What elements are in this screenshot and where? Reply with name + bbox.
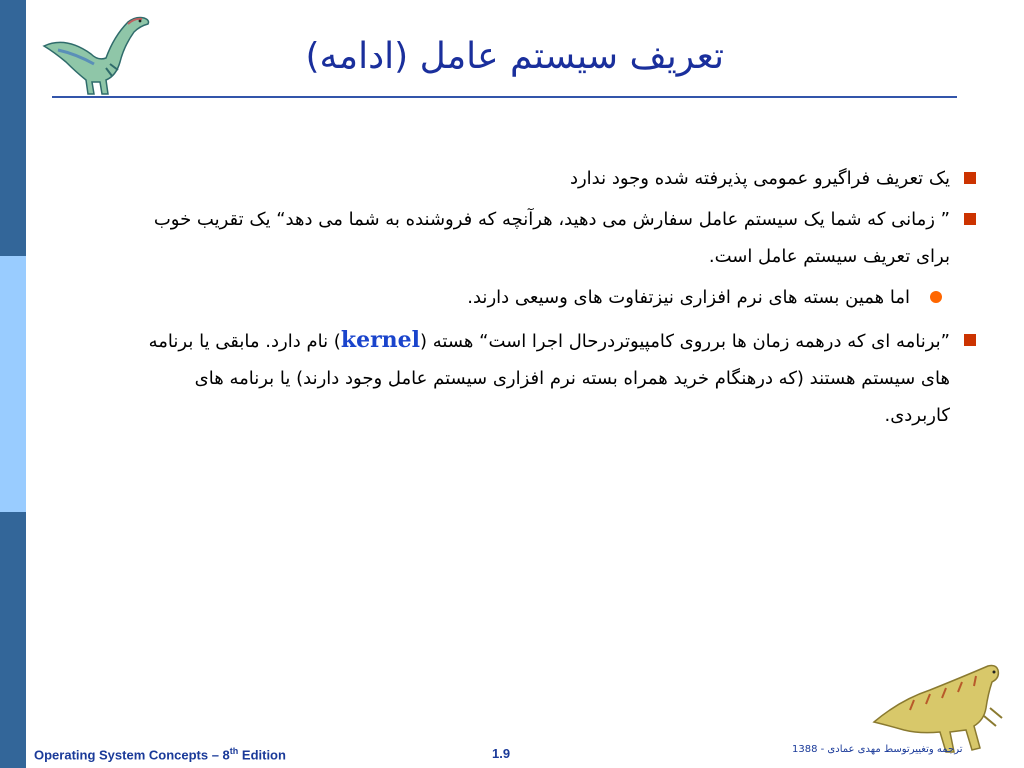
- footer-book-title: Operating System Concepts – 8th Edition: [34, 746, 286, 763]
- edition-superscript: th: [229, 746, 239, 756]
- sidebar-stripe-top: [0, 0, 26, 256]
- page-number: 1.9: [492, 746, 511, 761]
- bullet-item-3: [130, 322, 990, 434]
- sidebar-stripe-bottom: [0, 512, 26, 768]
- footer-translator-credit: ترجمه وتغییرتوسط مهدی عمادی - 1388: [792, 744, 963, 755]
- bullet-text-after: ) نام دارد. مابقی یا برنامه های سیستم هستند (که درهنگام خرید همراه بسته نرم افزاری سیستم عامل وجود دارند) یا برنامه های کاربردی.: [148, 331, 950, 426]
- slide-title: تعریف سیستم عامل (ادامه): [305, 36, 724, 77]
- dinosaur-standing-icon: [36, 6, 156, 98]
- square-bullet-icon: [964, 172, 976, 184]
- sub-bullet-item: [130, 279, 990, 316]
- round-bullet-icon: [930, 291, 942, 303]
- bullet-text: یک تعریف فراگیرو عمومی پذیرفته شده وجود ندارد: [569, 168, 950, 189]
- bullet-text-before: ”برنامه ای که درهمه زمان ها برروی کامپیوتردرحال اجرا است“ هسته (: [420, 331, 950, 352]
- title-divider: [52, 96, 957, 98]
- square-bullet-icon: [964, 213, 976, 225]
- sub-bullet-text: اما همین بسته های نرم افزاری نیزتفاوت های وسیعی دارند.: [467, 287, 910, 308]
- square-bullet-icon: [964, 334, 976, 346]
- slide-content: [130, 160, 990, 438]
- bullet-item-1: [130, 160, 990, 197]
- sidebar-stripe-middle: [0, 256, 26, 512]
- bullet-item-2: [130, 201, 990, 275]
- bullet-text: ” زمانی که شما یک سیستم عامل سفارش می دهید، هرآنچه که فروشنده به شما می دهد“ یک تقریب خوب برای تعریف سیستم عامل است.: [153, 209, 950, 267]
- kernel-term: kernel: [340, 327, 421, 353]
